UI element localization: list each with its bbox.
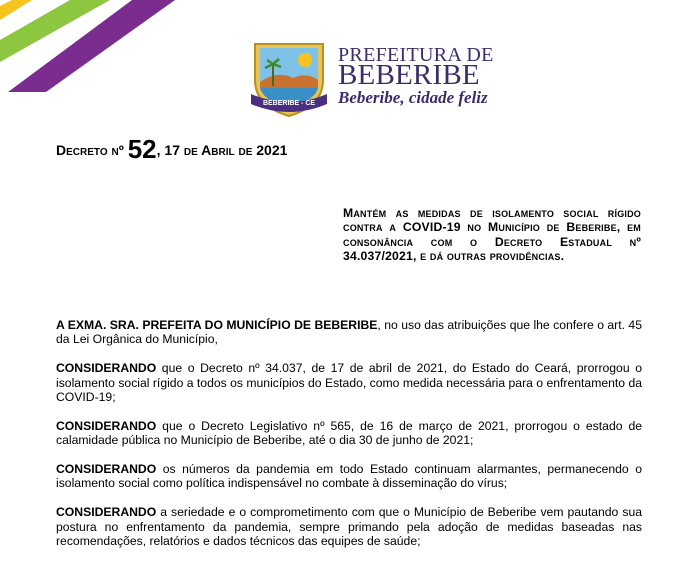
paragraph-text: os números da pandemia em todo Estado continuam alarmantes, permanecendo o isolamento social como política indispensável no combate à disseminação do vírus; xyxy=(56,462,642,491)
decree-date: , 17 de Abril de 2021 xyxy=(156,142,288,158)
paragraph xyxy=(56,505,642,548)
paragraph xyxy=(56,419,642,448)
paragraph-lead: CONSIDERANDO xyxy=(56,418,157,433)
paragraph-text: que o Decreto Legislativo nº 565, de 16 de março de 2021, prorrogou o estado de calamidade pública no Município de Beberibe, até o dia 30 de junho de 2021; xyxy=(56,418,642,448)
brand-slogan: Beberibe, cidade feliz xyxy=(338,88,488,107)
paragraph-text: a seriedade e o comprometimento com que o Município de Beberibe vem pautando sua postura no enfrentamento da pandemia, sempre primando pela adoção de medidas baseadas nas recomendações, relatórios e dados técnicos das equipes de saúde; xyxy=(56,505,642,549)
prefeitura-logo xyxy=(249,36,494,120)
paragraph-lead: A EXMA. SRA. PREFEITA DO MUNICÍPIO DE BEBERIBE xyxy=(56,318,378,332)
brand-prefeitura: PREFEITURA DE xyxy=(338,44,494,66)
decree-prefix: Decreto nº xyxy=(56,142,124,158)
municipal-crest-icon xyxy=(249,36,329,118)
paragraph-text: que o Decreto nº 34.037, de 17 de abril de 2021, do Estado do Ceará, prorrogou o isolamento social rígido a todos os municípios do Estado, como medida necessária para o enfrentamento da COVID-19; xyxy=(56,361,643,405)
paragraph-text: , no uso das atribuições que lhe confere o art. 45 da Lei Orgânica do Município, xyxy=(56,318,642,347)
paragraph-lead: CONSIDERANDO xyxy=(56,462,157,477)
paragraph-lead: CONSIDERANDO xyxy=(56,361,157,376)
decree-ementa: Mantém as medidas de isolamento social rígido contra a COVID-19 no Município de Beberibe, em consonância com o Decreto Estadual nº 34.037/2021, e dá outras providências. xyxy=(343,206,641,264)
paragraph-lead: CONSIDERANDO xyxy=(56,505,157,520)
decree-number: 52 xyxy=(127,134,157,164)
paragraph xyxy=(56,462,642,491)
paragraph xyxy=(56,361,642,404)
decree-body xyxy=(56,318,642,563)
crest-label: BEBERIBE - CE xyxy=(262,100,316,107)
brand-city-name: BEBERIBE xyxy=(338,59,480,91)
paragraph xyxy=(56,318,642,347)
decree-title xyxy=(56,134,287,165)
corner-stripes-decoration xyxy=(0,0,175,92)
